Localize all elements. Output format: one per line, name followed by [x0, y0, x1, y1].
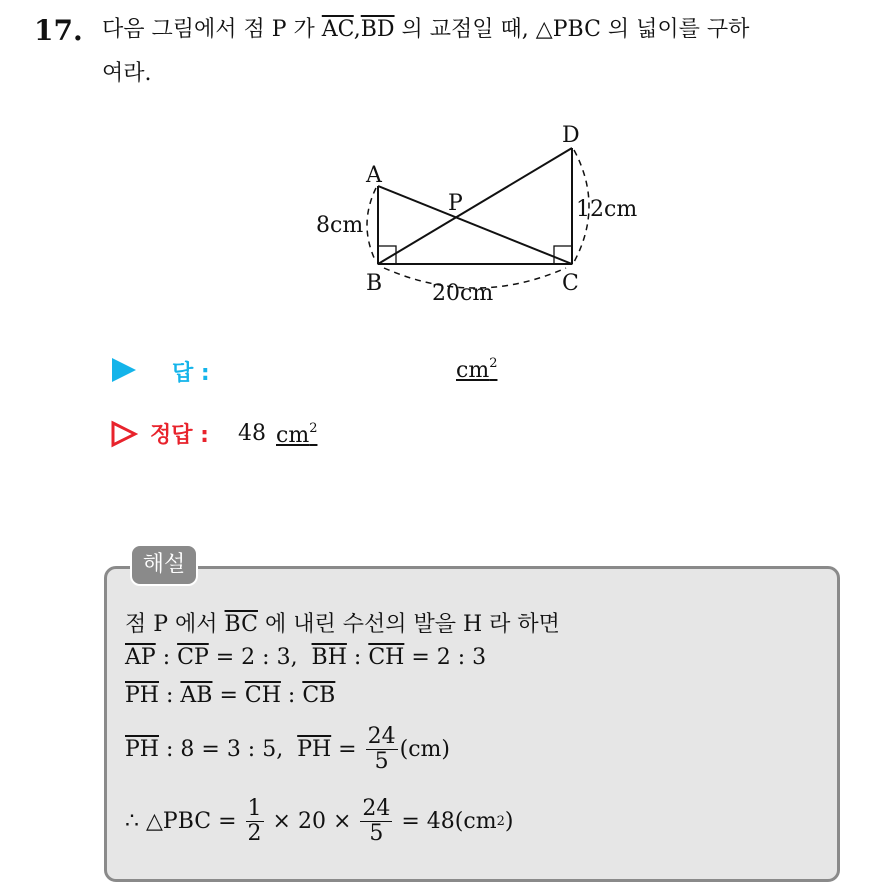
segment-cp: $\overline{CP}$	[177, 645, 209, 670]
solution-box	[104, 566, 840, 882]
label-d: D	[562, 123, 580, 148]
fraction	[360, 797, 392, 844]
measure-bc: 20cm	[432, 281, 494, 306]
segment-bh: $\overline{BH}$	[311, 645, 347, 670]
answer-unit-base: cm	[456, 358, 490, 383]
label-p: P	[448, 191, 463, 216]
segment-ac: $\overline{AC}$	[321, 17, 354, 42]
question-number: 17.	[34, 14, 83, 47]
text: 에 내린 수선의 발을 H 라 하면	[257, 612, 560, 637]
segment-ph: $\overline{PH}$	[125, 736, 159, 762]
segment-ph: $\overline{PH}$	[297, 736, 332, 762]
correct-answer-label: 정답 :	[150, 423, 209, 448]
segment-bd-line	[378, 148, 572, 264]
answer-unit-exponent: 2	[489, 356, 498, 371]
correct-triangle-outline-icon	[110, 420, 138, 448]
ratio-colon: :	[280, 683, 303, 708]
ratio-value: : 8 = 3 : 5,	[159, 736, 298, 762]
denominator: 5	[374, 748, 389, 774]
text: 점 P 에서	[125, 612, 225, 637]
segment-ac-line	[378, 186, 572, 264]
segment-cb: $\overline{CB}$	[302, 683, 336, 708]
segment-bd: $\overline{BD}$	[360, 17, 395, 42]
segment-ph: $\overline{PH}$	[125, 683, 159, 708]
segment-ch: $\overline{CH}$	[244, 683, 281, 708]
label-b: B	[366, 271, 383, 296]
geometry-figure	[300, 118, 670, 308]
label-a: A	[366, 163, 382, 188]
question-text-part: 의 교점일 때, △PBC 의 넓이를 구하	[394, 17, 750, 42]
therefore-expression: ∴ △PBC =	[125, 808, 244, 834]
question-text-line1	[102, 14, 749, 46]
solution-tab: 해설	[130, 544, 198, 586]
correct-answer-value: 48	[238, 421, 266, 446]
ratio-colon: :	[346, 645, 369, 670]
measure-cd: 12cm	[576, 197, 638, 222]
fraction	[246, 797, 264, 844]
comma: ,	[353, 17, 361, 42]
ratio-colon: :	[155, 645, 178, 670]
close-paren: )	[504, 808, 514, 834]
answer-triangle-icon	[112, 358, 136, 382]
ratio-value: = 2 : 3,	[208, 645, 312, 670]
correct-unit-base: cm	[276, 423, 310, 448]
question-text-line2: 여라.	[102, 61, 152, 86]
measure-ab: 8cm	[316, 213, 364, 238]
correct-answer-unit	[276, 421, 317, 448]
equals: =	[331, 736, 364, 762]
solution-line4	[125, 719, 450, 779]
segment-ch: $\overline{CH}$	[368, 645, 405, 670]
result: = 48(cm	[394, 808, 497, 834]
answer-label: 답 :	[172, 361, 210, 386]
solution-line1	[125, 607, 560, 638]
solution-line3	[125, 683, 335, 708]
denominator: 2	[247, 820, 262, 846]
ratio-colon: :	[159, 683, 181, 708]
multiply: × 20 ×	[265, 808, 359, 834]
fraction	[366, 725, 398, 772]
exponent: 2	[496, 813, 505, 829]
denominator: 5	[369, 820, 384, 846]
numerator: 24	[367, 724, 396, 750]
answer-unit	[456, 356, 497, 383]
unit: (cm)	[399, 736, 450, 762]
numerator: 24	[362, 796, 391, 822]
ratio-value: = 2 : 3	[404, 645, 487, 670]
question-text-part: 다음 그림에서 점 P 가	[102, 17, 322, 42]
segment-bc: $\overline{BC}$	[224, 612, 258, 637]
numerator: 1	[247, 796, 262, 822]
solution-line5	[125, 791, 513, 851]
label-c: C	[562, 271, 579, 296]
dashed-arc-ab	[367, 188, 376, 262]
segment-ap: $\overline{AP}$	[125, 645, 156, 670]
equals: =	[212, 683, 245, 708]
segment-ab: $\overline{AB}$	[180, 683, 213, 708]
correct-unit-exponent: 2	[309, 421, 318, 436]
solution-line2	[125, 645, 486, 670]
